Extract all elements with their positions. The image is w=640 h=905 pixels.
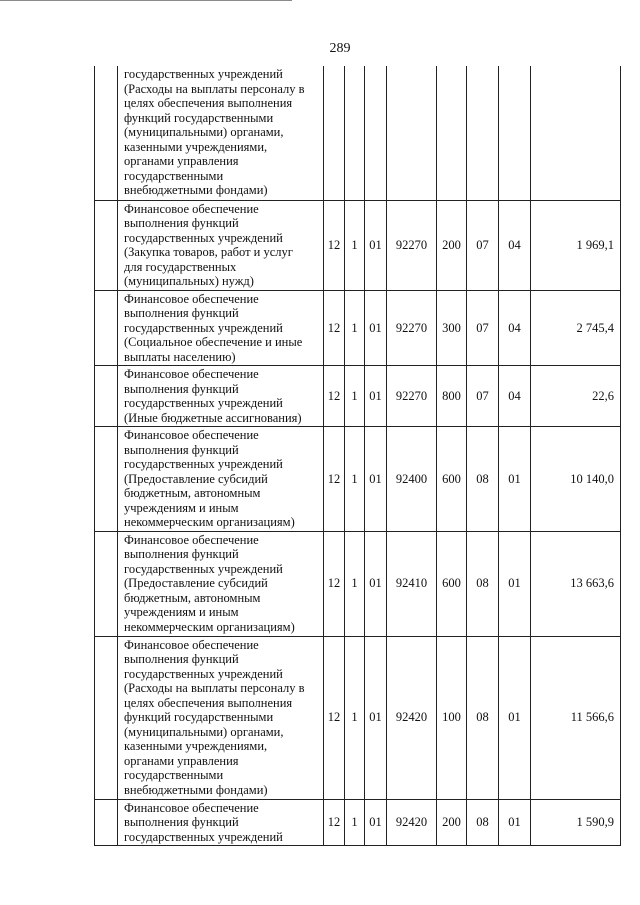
code-cell: 92420	[387, 799, 437, 846]
code-cell: 01	[365, 636, 387, 799]
table-row	[95, 636, 621, 799]
row-index-cell	[95, 636, 118, 799]
code-cell	[467, 66, 499, 200]
code-cell	[387, 66, 437, 200]
code-cell	[365, 66, 387, 200]
code-cell: 92410	[387, 531, 437, 636]
amount-cell: 10 140,0	[531, 427, 621, 532]
code-cell: 01	[365, 427, 387, 532]
amount-cell: 22,6	[531, 366, 621, 427]
code-cell	[324, 66, 345, 200]
code-cell: 07	[467, 366, 499, 427]
row-index-cell	[95, 66, 118, 200]
table-row	[95, 799, 621, 846]
code-cell: 200	[437, 799, 467, 846]
code-cell: 800	[437, 366, 467, 427]
code-cell: 04	[499, 366, 531, 427]
code-cell: 12	[324, 290, 345, 366]
code-cell: 08	[467, 636, 499, 799]
table-row	[95, 531, 621, 636]
code-cell: 01	[365, 799, 387, 846]
code-cell: 07	[467, 200, 499, 290]
code-cell: 01	[365, 200, 387, 290]
code-cell: 04	[499, 200, 531, 290]
code-cell: 92420	[387, 636, 437, 799]
code-cell: 07	[467, 290, 499, 366]
row-index-cell	[95, 531, 118, 636]
code-cell: 12	[324, 366, 345, 427]
code-cell: 200	[437, 200, 467, 290]
code-cell: 600	[437, 427, 467, 532]
code-cell: 01	[499, 531, 531, 636]
row-index-cell	[95, 799, 118, 846]
amount-cell: 11 566,6	[531, 636, 621, 799]
amount-cell	[531, 66, 621, 200]
code-cell: 01	[499, 427, 531, 532]
code-cell: 01	[499, 636, 531, 799]
code-cell	[345, 66, 365, 200]
code-cell: 92270	[387, 200, 437, 290]
table-row	[95, 427, 621, 532]
row-index-cell	[95, 366, 118, 427]
code-cell: 01	[499, 799, 531, 846]
table-row	[95, 290, 621, 366]
code-cell: 12	[324, 636, 345, 799]
amount-cell: 2 745,4	[531, 290, 621, 366]
code-cell: 300	[437, 290, 467, 366]
table-row	[95, 366, 621, 427]
description-cell: Финансовое обеспечение выполнения функций государственных учреждений (Социальное обеспечение и иные выплаты населению)	[118, 290, 324, 366]
code-cell: 01	[365, 531, 387, 636]
code-cell: 92270	[387, 290, 437, 366]
code-cell: 100	[437, 636, 467, 799]
code-cell: 1	[345, 799, 365, 846]
code-cell: 04	[499, 290, 531, 366]
code-cell: 01	[365, 290, 387, 366]
table-row	[95, 200, 621, 290]
code-cell: 12	[324, 531, 345, 636]
description-cell: Финансовое обеспечение выполнения функций государственных учреждений (Предоставление субсидий бюджетным, автономным учреждениям и иным некоммерческим организациям)	[118, 427, 324, 532]
code-cell	[499, 66, 531, 200]
row-index-cell	[95, 200, 118, 290]
code-cell: 08	[467, 427, 499, 532]
code-cell: 1	[345, 531, 365, 636]
description-cell: государственных учреждений (Расходы на выплаты персоналу в целях обеспечения выполнения функций государственными (муниципальными) органами, казенными учреждениями, органами управления государственными внебюджетными фондами)	[118, 66, 324, 200]
code-cell	[437, 66, 467, 200]
code-cell: 1	[345, 366, 365, 427]
code-cell: 12	[324, 200, 345, 290]
code-cell: 1	[345, 290, 365, 366]
code-cell: 1	[345, 636, 365, 799]
description-cell: Финансовое обеспечение выполнения функций государственных учреждений (Иные бюджетные ассигнования)	[118, 366, 324, 427]
table-row	[95, 66, 621, 200]
code-cell: 12	[324, 799, 345, 846]
row-index-cell	[95, 290, 118, 366]
budget-table	[94, 66, 621, 846]
amount-cell: 1 969,1	[531, 200, 621, 290]
code-cell: 92270	[387, 366, 437, 427]
code-cell: 08	[467, 799, 499, 846]
code-cell: 1	[345, 427, 365, 532]
code-cell: 01	[365, 366, 387, 427]
page-number: 289	[329, 41, 351, 56]
code-cell: 1	[345, 200, 365, 290]
description-cell: Финансовое обеспечение выполнения функций государственных учреждений (Расходы на выплаты персоналу в целях обеспечения выполнения функций государственными (муниципальными) органами, казенными учреждениями, органами управления государственными внебюджетными фондами)	[118, 636, 324, 799]
amount-cell: 13 663,6	[531, 531, 621, 636]
amount-cell: 1 590,9	[531, 799, 621, 846]
row-index-cell	[95, 427, 118, 532]
code-cell: 08	[467, 531, 499, 636]
code-cell: 12	[324, 427, 345, 532]
code-cell: 92400	[387, 427, 437, 532]
scan-edge-line	[0, 0, 292, 1]
description-cell: Финансовое обеспечение выполнения функций государственных учреждений	[118, 799, 324, 846]
description-cell: Финансовое обеспечение выполнения функций государственных учреждений (Закупка товаров, работ и услуг для государственных (муниципальных) нужд)	[118, 200, 324, 290]
code-cell: 600	[437, 531, 467, 636]
description-cell: Финансовое обеспечение выполнения функций государственных учреждений (Предоставление субсидий бюджетным, автономным учреждениям и иным некоммерческим организациям)	[118, 531, 324, 636]
